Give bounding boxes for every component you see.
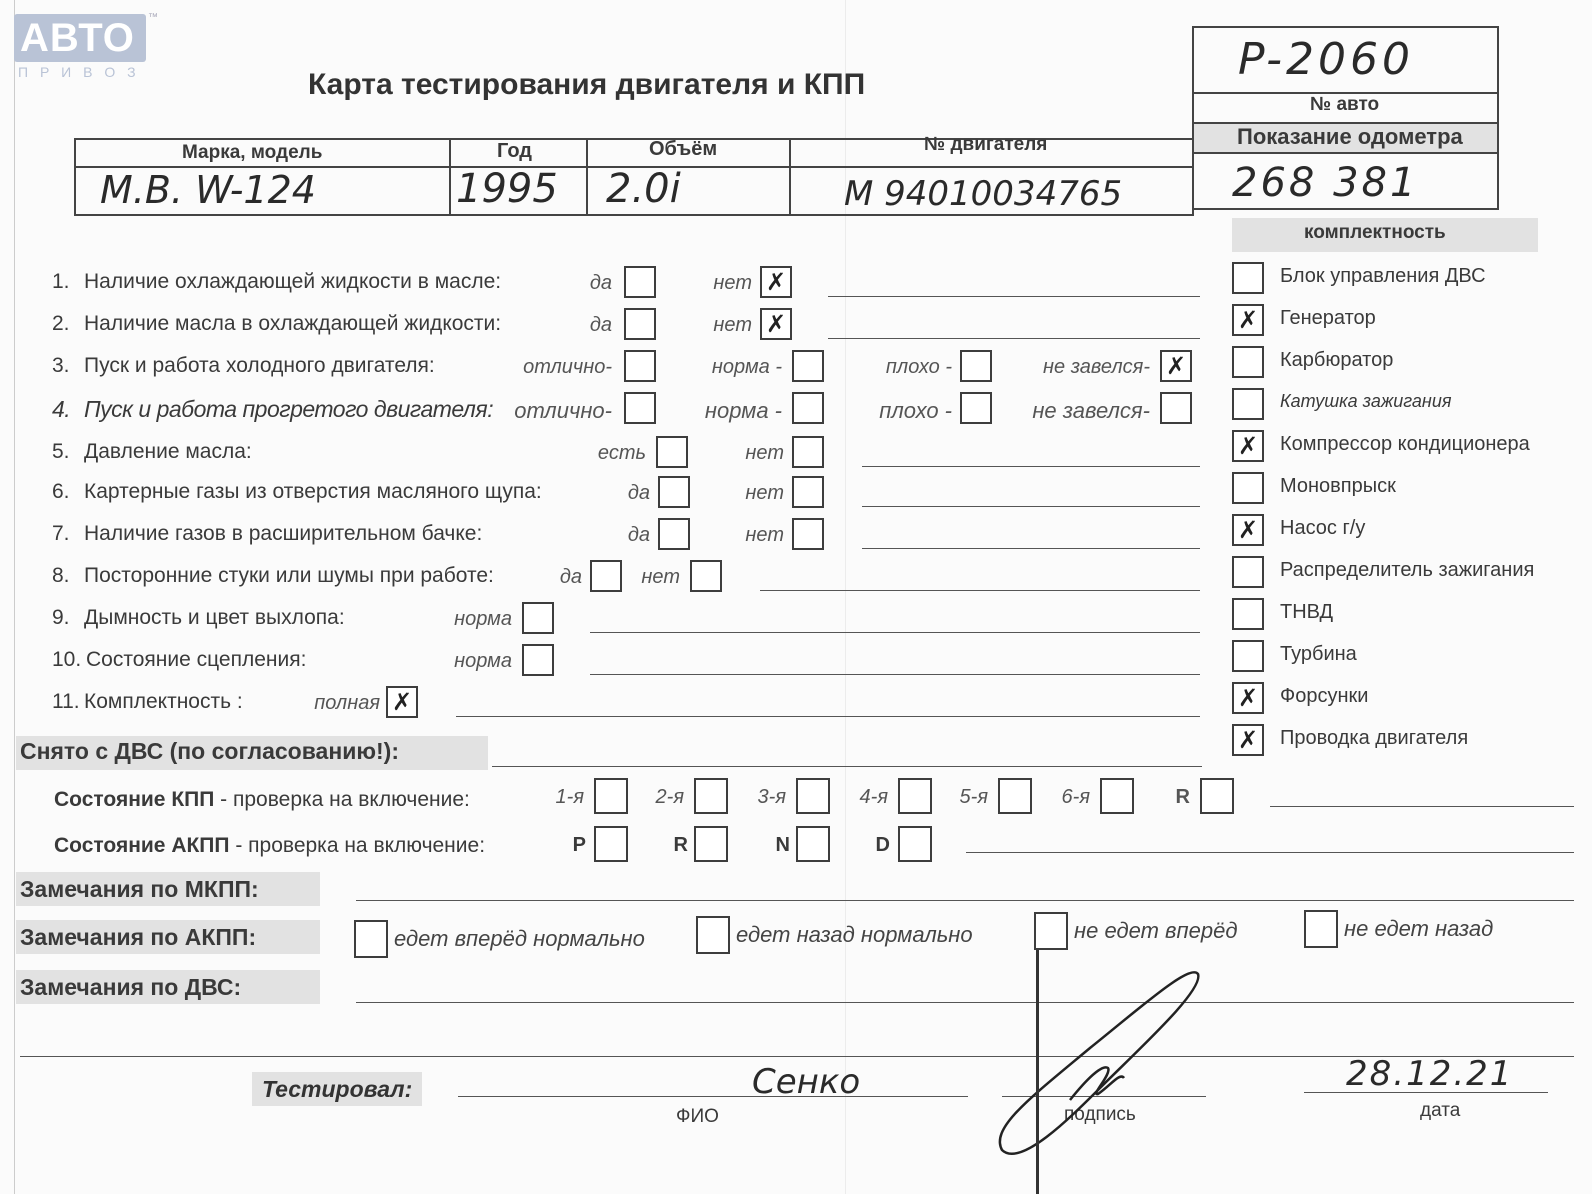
paper-edge-line: [14, 0, 15, 1194]
check-mark-icon: ✗: [1237, 432, 1259, 460]
remark-mkpp-label: Замечания по МКПП:: [20, 876, 259, 902]
akpp-gear-label: N: [775, 834, 790, 856]
date-value[interactable]: 28.12.21: [1346, 1054, 1514, 1094]
signature-mark: [990, 968, 1250, 1168]
option-label: да: [559, 566, 582, 588]
completeness-title: комплектность: [1304, 222, 1446, 243]
completeness-checkbox[interactable]: [1232, 724, 1264, 756]
option-label: да: [627, 524, 650, 546]
option-checkbox[interactable]: [624, 266, 656, 298]
kpp-label-rest: - проверка на включение:: [214, 788, 470, 811]
signature-stroke: [1036, 950, 1039, 1194]
answer-line: [590, 674, 1200, 675]
kpp-gear-checkbox[interactable]: [796, 778, 830, 814]
completeness-item-label: Компрессор кондиционера: [1280, 433, 1530, 455]
kpp-gear-checkbox[interactable]: [998, 778, 1032, 814]
answer-line: [590, 632, 1200, 633]
option-label: норма: [454, 608, 512, 630]
akpp-gear-checkbox[interactable]: [796, 826, 830, 862]
akpp-gear-label: R: [673, 834, 688, 856]
akpp-remark-checkbox[interactable]: [1034, 912, 1068, 950]
answer-line: [760, 590, 1200, 591]
check-mark-icon: ✗: [765, 268, 787, 296]
kpp-gear-label: R: [1175, 786, 1190, 808]
option-checkbox[interactable]: [792, 476, 824, 508]
volume-value[interactable]: 2.0i: [606, 166, 681, 212]
completeness-checkbox[interactable]: [1232, 598, 1264, 630]
kpp-gear-checkbox[interactable]: [594, 778, 628, 814]
option-checkbox[interactable]: [792, 518, 824, 550]
completeness-checkbox[interactable]: [1232, 304, 1264, 336]
akpp-remark-label: едет вперёд нормально: [394, 926, 645, 951]
year-value[interactable]: 1995: [456, 166, 558, 212]
akpp-remark-label: не едет назад: [1344, 916, 1494, 941]
akpp-remark-label: едет назад нормально: [736, 922, 973, 947]
remark-dvs-label: Замечания по ДВС:: [20, 974, 242, 1000]
kpp-gear-checkbox[interactable]: [694, 778, 728, 814]
kpp-gear-checkbox[interactable]: [1200, 778, 1234, 814]
option-checkbox[interactable]: [760, 266, 792, 298]
option-label: нет: [713, 272, 752, 294]
completeness-checkbox[interactable]: [1232, 556, 1264, 588]
completeness-item-label: Блок управления ДВС: [1280, 265, 1486, 287]
logo: [14, 12, 158, 80]
option-checkbox[interactable]: [792, 436, 824, 468]
completeness-item-label: Распределитель зажигания: [1280, 559, 1535, 581]
completeness-item-label: Форсунки: [1280, 685, 1369, 707]
kpp-gear-checkbox[interactable]: [898, 778, 932, 814]
removed-line: [492, 766, 1202, 767]
vehicle-table-col-sep: [586, 138, 588, 216]
check-mark-icon: ✗: [1237, 516, 1259, 544]
option-label: норма -: [704, 398, 782, 423]
question-text: Картерные газы из отверстия масляного щупа:: [84, 480, 542, 503]
completeness-item-label: Проводка двигателя: [1280, 727, 1469, 749]
name-caption: ФИО: [676, 1106, 719, 1127]
question-text: Пуск и работа холодного двигателя:: [84, 354, 435, 377]
akpp-gear-checkbox[interactable]: [594, 826, 628, 862]
check-mark-icon: ✗: [1165, 352, 1187, 380]
check-mark-icon: ✗: [1237, 726, 1259, 754]
option-checkbox[interactable]: [658, 476, 690, 508]
remark-akpp-label: Замечания по АКПП:: [20, 924, 257, 950]
option-label: отлично-: [514, 398, 612, 423]
option-checkbox[interactable]: [760, 308, 792, 340]
completeness-checkbox[interactable]: [1232, 430, 1264, 462]
question-text: Комплектность :: [84, 690, 243, 713]
option-checkbox[interactable]: [1160, 392, 1192, 424]
kpp-gear-label: 2-я: [655, 786, 684, 808]
akpp-gear-checkbox[interactable]: [898, 826, 932, 862]
answer-line: [456, 716, 1200, 717]
completeness-item-label: Карбюратор: [1280, 349, 1394, 371]
akpp-line: [966, 852, 1574, 853]
question-number: 6.: [52, 480, 70, 503]
check-mark-icon: ✗: [765, 310, 787, 338]
vehicle-table-col-sep: [789, 138, 791, 216]
col-header-volume: Объём: [649, 138, 718, 160]
answer-line: [862, 506, 1200, 507]
kpp-label-bold: Состояние КПП: [54, 788, 215, 811]
remark-dvs-line: [356, 1002, 1574, 1003]
answer-line: [862, 548, 1200, 549]
sign-caption: подпись: [1064, 1104, 1136, 1125]
question-text: Посторонние стуки или шумы при работе:: [84, 564, 494, 587]
tested-label: Тестировал:: [262, 1076, 413, 1102]
question-text: Состояние сцепления:: [86, 648, 307, 671]
question-text: Наличие охлаждающей жидкости в масле:: [84, 270, 502, 293]
tester-name-value[interactable]: Сенко: [752, 1062, 861, 1102]
akpp-label: [54, 834, 485, 858]
col-header-engine-number: № двигателя: [924, 134, 1048, 155]
completeness-checkbox[interactable]: [1232, 640, 1264, 672]
question-number: 1.: [52, 270, 70, 293]
vehicle-table-col-sep: [449, 138, 451, 216]
kpp-gear-label: 3-я: [757, 786, 786, 808]
option-label: не завелся-: [1043, 356, 1150, 378]
kpp-gear-label: 6-я: [1061, 786, 1090, 808]
question-number: 2.: [52, 312, 70, 335]
akpp-label-rest: - проверка на включение:: [229, 834, 486, 857]
answer-line: [828, 338, 1200, 339]
answer-line: [828, 296, 1200, 297]
option-checkbox[interactable]: [522, 602, 554, 634]
option-label: норма: [454, 650, 512, 672]
kpp-gear-label: 4-я: [859, 786, 888, 808]
option-label: отлично-: [523, 356, 612, 378]
option-label: да: [589, 314, 612, 336]
option-label: нет: [745, 482, 784, 504]
question-text: Давление масла:: [84, 440, 252, 463]
answer-line: [862, 466, 1200, 467]
name-line: [458, 1096, 968, 1097]
option-label: не завелся-: [1032, 398, 1150, 423]
akpp-gear-label: P: [572, 834, 586, 856]
completeness-item-label: ТНВД: [1280, 601, 1334, 623]
removed-label: Снято с ДВС (по согласованию!):: [20, 738, 399, 764]
odometer-label: Показание одометра: [1237, 124, 1463, 149]
option-label: плохо -: [879, 398, 952, 423]
completeness-checkbox[interactable]: [1232, 514, 1264, 546]
car-number-label: № авто: [1310, 94, 1380, 115]
option-label: да: [627, 482, 650, 504]
completeness-checkbox[interactable]: [1232, 682, 1264, 714]
kpp-line: [1270, 806, 1574, 807]
question-number: 4.: [52, 396, 71, 422]
akpp-label-bold: Состояние АКПП: [54, 834, 230, 857]
completeness-item-label: Катушка зажигания: [1280, 391, 1452, 411]
question-number: 11.: [52, 690, 80, 713]
option-checkbox[interactable]: [656, 436, 688, 468]
option-checkbox[interactable]: [624, 392, 656, 424]
akpp-gear-label: D: [875, 834, 890, 856]
kpp-label: [54, 788, 470, 812]
date-line: [1304, 1092, 1548, 1093]
question-text: Пуск и работа прогретого двигателя:: [84, 396, 494, 422]
remark-mkpp-line: [356, 900, 1574, 901]
completeness-item-label: Моновпрыск: [1280, 475, 1396, 497]
remark-extra-line: [20, 1056, 1574, 1057]
option-label: полная: [314, 692, 380, 714]
col-header-year: Год: [497, 140, 532, 162]
question-text: Наличие масла в охлаждающей жидкости:: [84, 312, 502, 335]
check-mark-icon: ✗: [391, 688, 413, 716]
question-number: 10.: [52, 648, 82, 671]
col-header-model: Марка, модель: [182, 142, 323, 163]
logo-text: АВТО: [20, 16, 135, 60]
question-number: 3.: [52, 354, 70, 377]
option-checkbox[interactable]: [624, 308, 656, 340]
logo-tm: ™: [148, 12, 158, 23]
kpp-gear-label: 1-я: [555, 786, 584, 808]
odometer-divider: [1192, 152, 1499, 154]
option-label: есть: [597, 442, 646, 464]
option-label: норма -: [711, 356, 782, 378]
completeness-checkbox[interactable]: [1232, 472, 1264, 504]
option-checkbox[interactable]: [658, 518, 690, 550]
option-checkbox[interactable]: [690, 560, 722, 592]
check-mark-icon: ✗: [1237, 684, 1259, 712]
question-text: Дымность и цвет выхлопа:: [84, 606, 345, 629]
akpp-remark-checkbox[interactable]: [1304, 910, 1338, 948]
question-number: 7.: [52, 522, 70, 545]
option-checkbox[interactable]: [960, 392, 992, 424]
option-label: нет: [713, 314, 752, 336]
completeness-checkbox[interactable]: [1232, 388, 1264, 420]
logo-subtext: П Р И В О З: [18, 64, 140, 80]
option-checkbox[interactable]: [792, 392, 824, 424]
akpp-remark-checkbox[interactable]: [696, 916, 730, 954]
option-checkbox[interactable]: [792, 350, 824, 382]
option-checkbox[interactable]: [590, 560, 622, 592]
completeness-item-label: Турбина: [1280, 643, 1357, 665]
akpp-remark-label: не едет вперёд: [1074, 918, 1238, 943]
date-caption: дата: [1420, 1100, 1461, 1121]
option-checkbox[interactable]: [624, 350, 656, 382]
akpp-gear-checkbox[interactable]: [694, 826, 728, 862]
question-number: 8.: [52, 564, 70, 587]
akpp-remark-checkbox[interactable]: [354, 920, 388, 958]
option-label: нет: [641, 566, 680, 588]
completeness-checkbox[interactable]: [1232, 262, 1264, 294]
completeness-checkbox[interactable]: [1232, 346, 1264, 378]
option-label: плохо -: [885, 356, 952, 378]
option-checkbox[interactable]: [960, 350, 992, 382]
check-mark-icon: ✗: [1237, 306, 1259, 334]
engine-number-value[interactable]: M 94010034765: [844, 174, 1123, 214]
page-title: Карта тестирования двигателя и КПП: [308, 68, 866, 101]
question-number: 9.: [52, 606, 70, 629]
option-checkbox[interactable]: [1160, 350, 1192, 382]
question-text: Наличие газов в расширительном бачке:: [84, 522, 483, 545]
option-label: нет: [745, 524, 784, 546]
kpp-gear-checkbox[interactable]: [1100, 778, 1134, 814]
kpp-gear-label: 5-я: [959, 786, 988, 808]
car-number-value[interactable]: P-2060: [1238, 34, 1414, 85]
option-label: да: [589, 272, 612, 294]
option-label: нет: [745, 442, 784, 464]
odometer-value[interactable]: 268 381: [1232, 160, 1419, 206]
question-number: 5.: [52, 440, 70, 463]
model-value[interactable]: M.B. W-124: [100, 168, 316, 212]
option-checkbox[interactable]: [386, 686, 418, 718]
completeness-item-label: Генератор: [1280, 307, 1376, 329]
option-checkbox[interactable]: [522, 644, 554, 676]
completeness-item-label: Насос г/у: [1280, 517, 1366, 539]
